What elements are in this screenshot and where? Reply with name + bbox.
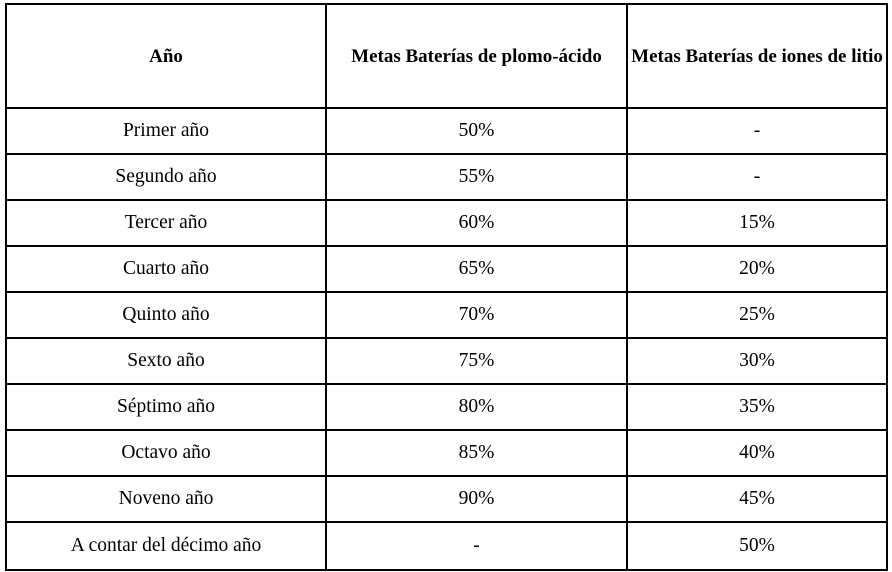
table-row: [6, 154, 887, 200]
lead-acid-cell: 70%: [326, 292, 627, 338]
year-cell: Cuarto año: [6, 246, 326, 292]
table-row: [6, 246, 887, 292]
lead-acid-cell: 60%: [326, 200, 627, 246]
lithium-ion-cell: 25%: [627, 292, 887, 338]
table-row: [6, 338, 887, 384]
header-year: Año: [6, 4, 326, 108]
year-cell: Sexto año: [6, 338, 326, 384]
lithium-ion-cell: 45%: [627, 476, 887, 522]
lithium-ion-cell: 15%: [627, 200, 887, 246]
year-cell: Segundo año: [6, 154, 326, 200]
lead-acid-cell: 80%: [326, 384, 627, 430]
lead-acid-cell: 90%: [326, 476, 627, 522]
lead-acid-cell: 65%: [326, 246, 627, 292]
year-cell: Tercer año: [6, 200, 326, 246]
table-row: [6, 522, 887, 570]
header-lead-acid-targets: Metas Baterías de plomo-ácido: [326, 4, 627, 108]
lithium-ion-cell: 50%: [627, 522, 887, 570]
lithium-ion-cell: 35%: [627, 384, 887, 430]
year-cell: Séptimo año: [6, 384, 326, 430]
lead-acid-cell: 55%: [326, 154, 627, 200]
battery-targets-table: [5, 3, 888, 571]
year-cell: Noveno año: [6, 476, 326, 522]
lead-acid-cell: 85%: [326, 430, 627, 476]
lead-acid-cell: 75%: [326, 338, 627, 384]
lead-acid-cell: 50%: [326, 108, 627, 154]
table-row: [6, 384, 887, 430]
year-cell: A contar del décimo año: [6, 522, 326, 570]
lithium-ion-cell: 20%: [627, 246, 887, 292]
year-cell: Octavo año: [6, 430, 326, 476]
table-row: [6, 108, 887, 154]
lithium-ion-cell: -: [627, 108, 887, 154]
table-row: [6, 292, 887, 338]
lead-acid-cell: -: [326, 522, 627, 570]
lithium-ion-cell: -: [627, 154, 887, 200]
table-row: [6, 476, 887, 522]
table-row: [6, 200, 887, 246]
header-lithium-ion-targets: Metas Baterías de iones de litio: [627, 4, 887, 108]
lithium-ion-cell: 30%: [627, 338, 887, 384]
year-cell: Quinto año: [6, 292, 326, 338]
lithium-ion-cell: 40%: [627, 430, 887, 476]
table-row: [6, 430, 887, 476]
year-cell: Primer año: [6, 108, 326, 154]
header-row: [6, 4, 887, 108]
